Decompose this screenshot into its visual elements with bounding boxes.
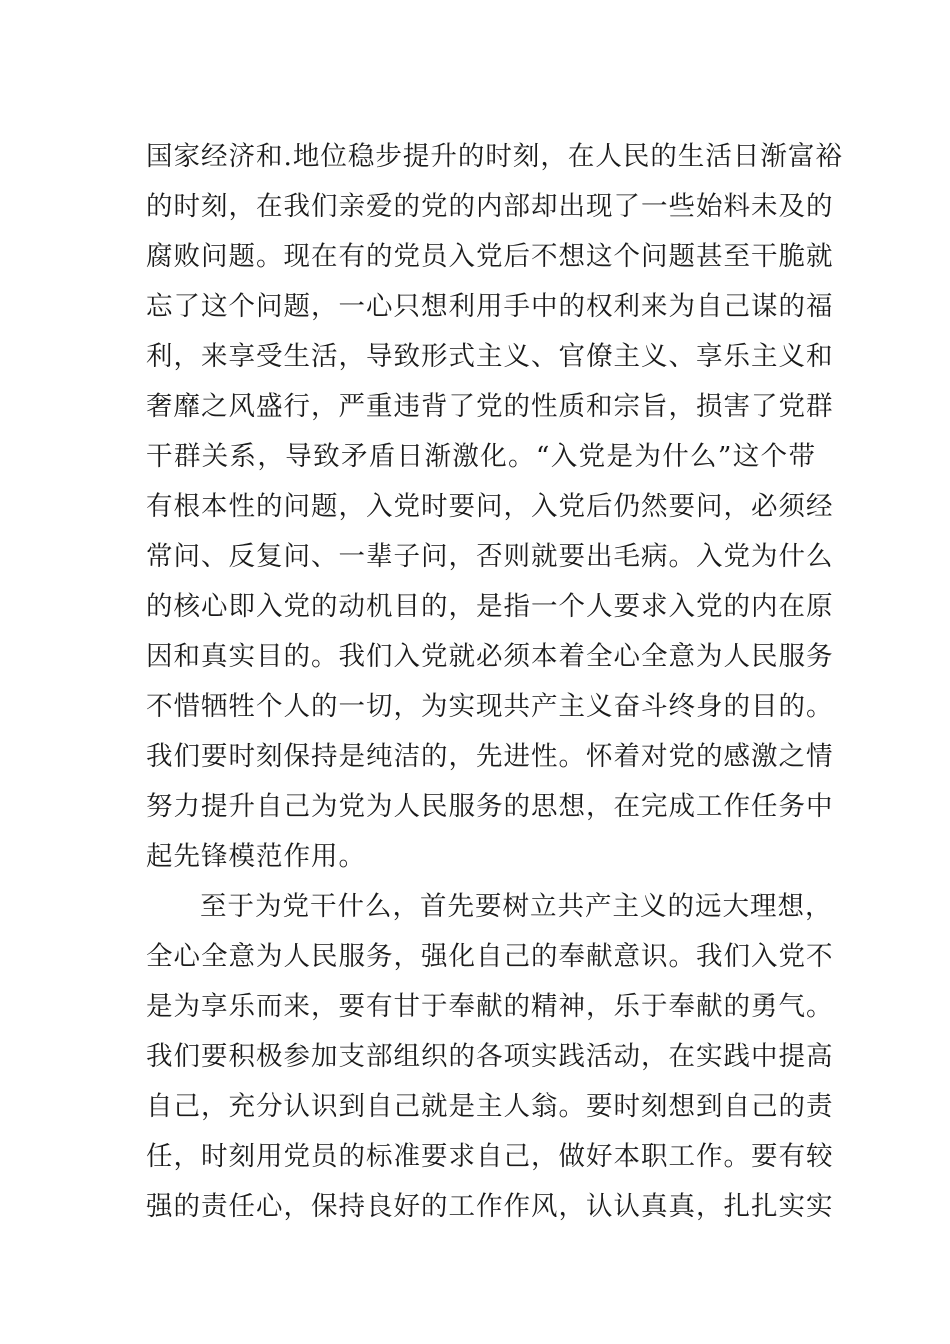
- text-line: 忘了这个问题，一心只想利用手中的权利来为自己谋的福: [146, 291, 834, 322]
- text-line: 的时刻，在我们亲爱的党的内部却出现了一些始料未及的: [146, 191, 834, 222]
- text-line: 因和真实目的。我们入党就必须本着全心全意为人民服务: [146, 641, 834, 672]
- text-line: 常问、反复问、一辈子问，否则就要出毛病。入党为什么: [146, 541, 834, 572]
- text-line: 强的责任心，保持良好的工作作风，认认真真，扎扎实实: [146, 1191, 834, 1222]
- text-line: 的核心即入党的动机目的，是指一个人要求入党的内在原: [146, 591, 834, 622]
- text-line: 任，时刻用党员的标准要求自己，做好本职工作。要有较: [146, 1141, 834, 1172]
- text-line: 国家经济和.地位稳步提升的时刻，在人民的生活日渐富裕: [146, 141, 843, 172]
- text-line: 全心全意为人民服务，强化自己的奉献意识。我们入党不: [146, 941, 834, 972]
- text-line: 努力提升自己为党为人民服务的思想，在完成工作任务中: [146, 791, 834, 822]
- text-line: 起先锋模范作用。: [146, 841, 366, 872]
- text-line: 奢靡之风盛行，严重违背了党的性质和宗旨，损害了党群: [146, 391, 834, 422]
- text-line: 干群关系，导致矛盾日渐激化。“入党是为什么”这个带: [146, 441, 816, 472]
- text-line: 我们要积极参加支部组织的各项实践活动，在实践中提高: [146, 1041, 834, 1072]
- text-line: 是为享乐而来，要有甘于奉献的精神，乐于奉献的勇气。: [146, 991, 834, 1022]
- text-line: 不惜牺牲个人的一切，为实现共产主义奋斗终身的目的。: [146, 691, 834, 722]
- text-line: 我们要时刻保持是纯洁的，先进性。怀着对党的感激之情: [146, 741, 834, 772]
- document-body: [146, 132, 843, 1232]
- paragraph-1: [146, 132, 843, 882]
- text-line: 有根本性的问题，入党时要问，入党后仍然要问，必须经: [146, 491, 834, 522]
- text-line: 腐败问题。现在有的党员入党后不想这个问题甚至干脆就: [146, 241, 834, 272]
- text-line: 自己，充分认识到自己就是主人翁。要时刻想到自己的责: [146, 1091, 834, 1122]
- text-line: 至于为党干什么，首先要树立共产主义的远大理想，: [200, 891, 833, 922]
- text-line: 利，来享受生活，导致形式主义、官僚主义、享乐主义和: [146, 341, 834, 372]
- paragraph-2: [146, 882, 834, 1232]
